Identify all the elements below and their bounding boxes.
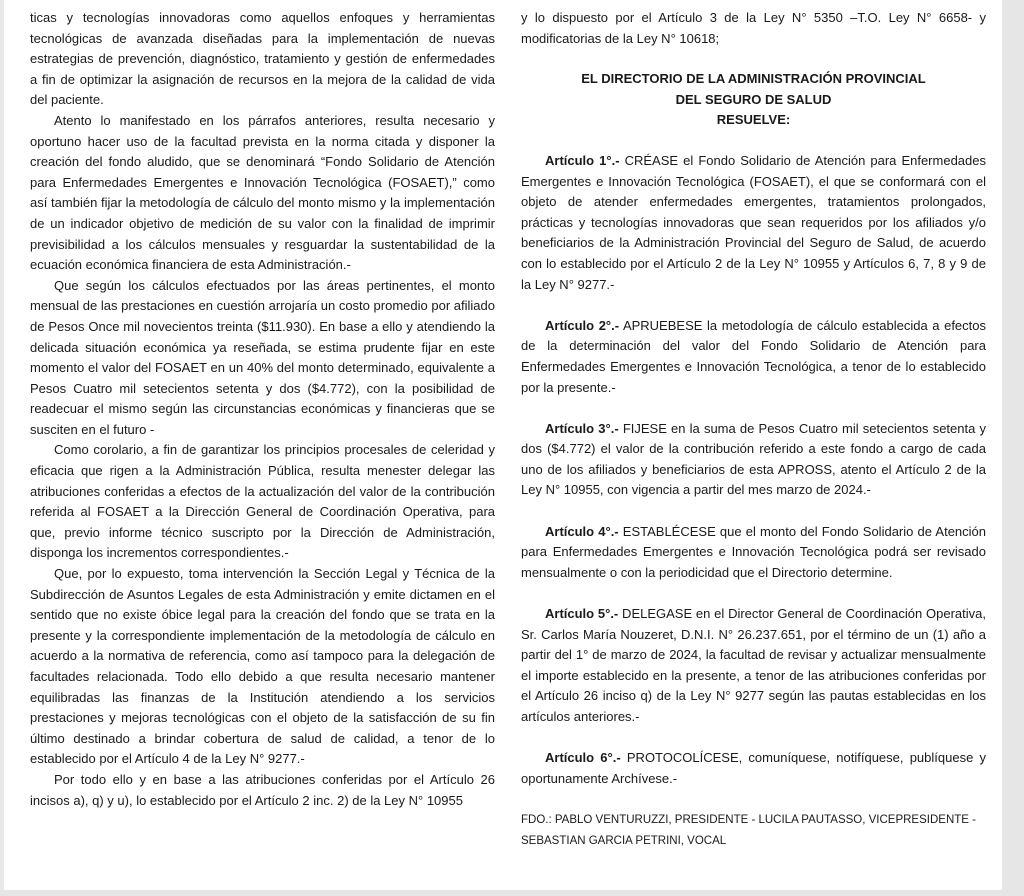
- resolution-heading: [521, 69, 986, 131]
- signature-line: FDO.: PABLO VENTURUZZI, PRESIDENTE - LUCILA PAUTASSO, VICEPRESIDENTE - SEBASTIAN GARCIA PETRINI, VOCAL: [521, 813, 976, 847]
- heading-line: EL DIRECTORIO DE LA ADMINISTRACIÓN PROVINCIAL: [581, 71, 926, 87]
- article-label: Artículo 2°.-: [545, 317, 620, 333]
- article-text: FIJESE en la suma de Pesos Cuatro mil setecientos setenta y dos ($4.772) el valor de la contribución referido a este fondo a cargo de cada uno de los afiliados y beneficiarios de esta APROSS, atento el Artículo 2 de la Ley N° 10955, con vigencia a partir del mes marzo de 2024.-: [521, 420, 986, 498]
- article-label: Artículo 3°.-: [545, 420, 619, 436]
- article-text: PROTOCOLÍCESE, comuníquese, notifíquese, publíquese y oportunamente Archívese.-: [521, 750, 987, 786]
- paragraph: Que, por lo expuesto, toma intervención la Sección Legal y Técnica de la Subdirección de Asuntos Legales de esta Administración y emite dictamen en el sentido que no existe óbice legal para la creación del fondo que se trata en la presente y la correspondiente implementación de la metodología de cálculo en acuerdo a la normativa de referencia, como así tampoco para la delegación de facultades relacionada. Todo ello debido a que resulta necesario mantener equilibradas las finanzas de la Institución atendiendo a los servicios prestaciones y mejoras tecnológicas con el objeto de la satisfacción de su fin último destinado a brindar cobertura de salud de calidad, a tenor de lo establecido por el Artículo 4 de la Ley N° 9277.-: [30, 566, 495, 767]
- left-column: [30, 8, 495, 811]
- heading-line: DEL SEGURO DE SALUD: [675, 91, 832, 107]
- page-bottom-edge: [0, 890, 1024, 896]
- article-text: ESTABLÉCESE que el monto del Fondo Solidario de Atención para Enfermedades Emergentes e Innovación Tecnológica podrá ser revisado mensualmente o con la periodicidad que el Directorio determine.: [521, 523, 986, 580]
- article-label: Artículo 6°.-: [545, 750, 621, 766]
- page-right-margin: [1002, 0, 1024, 896]
- intro-paragraph: y lo dispuesto por el Artículo 3 de la Ley N° 5350 –T.O. Ley N° 6658- y modificatorias de la Ley N° 10618;: [521, 10, 986, 46]
- heading-line: RESUELVE:: [716, 112, 791, 128]
- article-2: [521, 316, 986, 398]
- paragraph: Por todo ello y en base a las atribuciones conferidas por el Artículo 26 incisos a), q) y u), lo establecido por el Artículo 2 inc. 2) de la Ley N° 10955: [30, 771, 495, 808]
- article-label: Artículo 1°.-: [545, 152, 620, 168]
- article-3: [521, 419, 986, 501]
- paragraph: ticas y tecnologías innovadoras como aquellos enfoques y herramientas tecnológicas de avanzada diseñadas para la implementación de nuevas estrategias de prevención, diagnóstico, tratamiento y gestión de enfermedades a fin de optimizar la asignación de recursos en la mejora de la calidad de vida del paciente.: [30, 10, 495, 108]
- paragraph: Como corolario, a fin de garantizar los principios procesales de celeridad y eficacia que rigen a la Administración Pública, resulta menester delegar las atribuciones conferidas a efectos de la actualización del valor de la contribución referida al FOSAET a la Dirección General de Coordinación Operativa, para que, previo informe técnico suscripto por la Dirección de Administración, disponga los incrementos correspondientes.-: [30, 442, 495, 561]
- article-label: Artículo 5°.-: [545, 606, 619, 622]
- page-left-edge: [0, 0, 4, 896]
- article-1: [521, 151, 986, 295]
- article-text: CRÉASE el Fondo Solidario de Atención para Enfermedades Emergentes e Innovación Tecnológica (FOSAET), el que se conformará con el objeto de atender enfermedades emergentes, tratamientos prolongados, prácticas y tecnologías innovadoras que sean requeridos por los afiliados y/o beneficiarios de la Administración Provincial del Seguro de Salud, de acuerdo con lo establecido por el Artículo 2 de la Ley N° 10955 y Artículos 6, 7, 8 y 9 de la Ley N° 9277.-: [521, 152, 986, 292]
- article-text: DELEGASE en el Director General de Coordinación Operativa, Sr. Carlos María Nouzeret, D.N.I. N° 26.237.651, por el término de un (1) año a partir del 1° de marzo de 2024, la facultad de revisar y actualizar mensualmente el importe establecido en la presente, a tenor de las atribuciones conferidas por el Artículo 26 inciso q) de la Ley N° 9277 según las pautas establecidas en los artículos anteriores.-: [521, 606, 986, 724]
- article-6: [521, 748, 986, 789]
- article-text: APRUEBESE la metodología de cálculo establecida a efectos de la determinación del valor del Fondo Solidario de Atención para Enfermedades Emergentes e Innovación Tecnológica, a tenor de lo establecido por la presente.-: [521, 317, 986, 395]
- paragraph: Que según los cálculos efectuados por las áreas pertinentes, el monto mensual de las prestaciones en cuestión arrojaría un costo promedio por afiliado de Pesos Once mil novecientos treinta ($11.930). En base a ello y atendiendo la delicada situación económica ya reseñada, se estima prudente fijar en este momento el valor del FOSAET en un 40% del monto determinado, equivalente a Pesos Cuatro mil setecientos setenta y dos ($4.772), con la posibilidad de readecuar el mismo según las circunstancias económicas y financieras que se susciten en el futuro -: [30, 277, 495, 437]
- right-column: [521, 8, 986, 863]
- paragraph: Atento lo manifestado en los párrafos anteriores, resulta necesario y oportuno hacer uso de la facultad prevista en la norma citada y disponer la creación del fondo aludido, que se denominará “Fondo Solidario de Atención para Enfermedades Emergentes e Innovación Tecnológica (FOSAET),” como así también fijar la metodología de cálculo del monto mismo y la implementación de un indicador objetivo de medición de su valor con la finalidad de imprimir previsibilidad a los cálculos mensuales y resguardar la sustentabilidad de la ecuación económica financiera de esta Administración.-: [30, 112, 495, 273]
- article-5: [521, 604, 986, 728]
- article-label: Artículo 4°.-: [545, 523, 619, 539]
- article-4: [521, 522, 986, 584]
